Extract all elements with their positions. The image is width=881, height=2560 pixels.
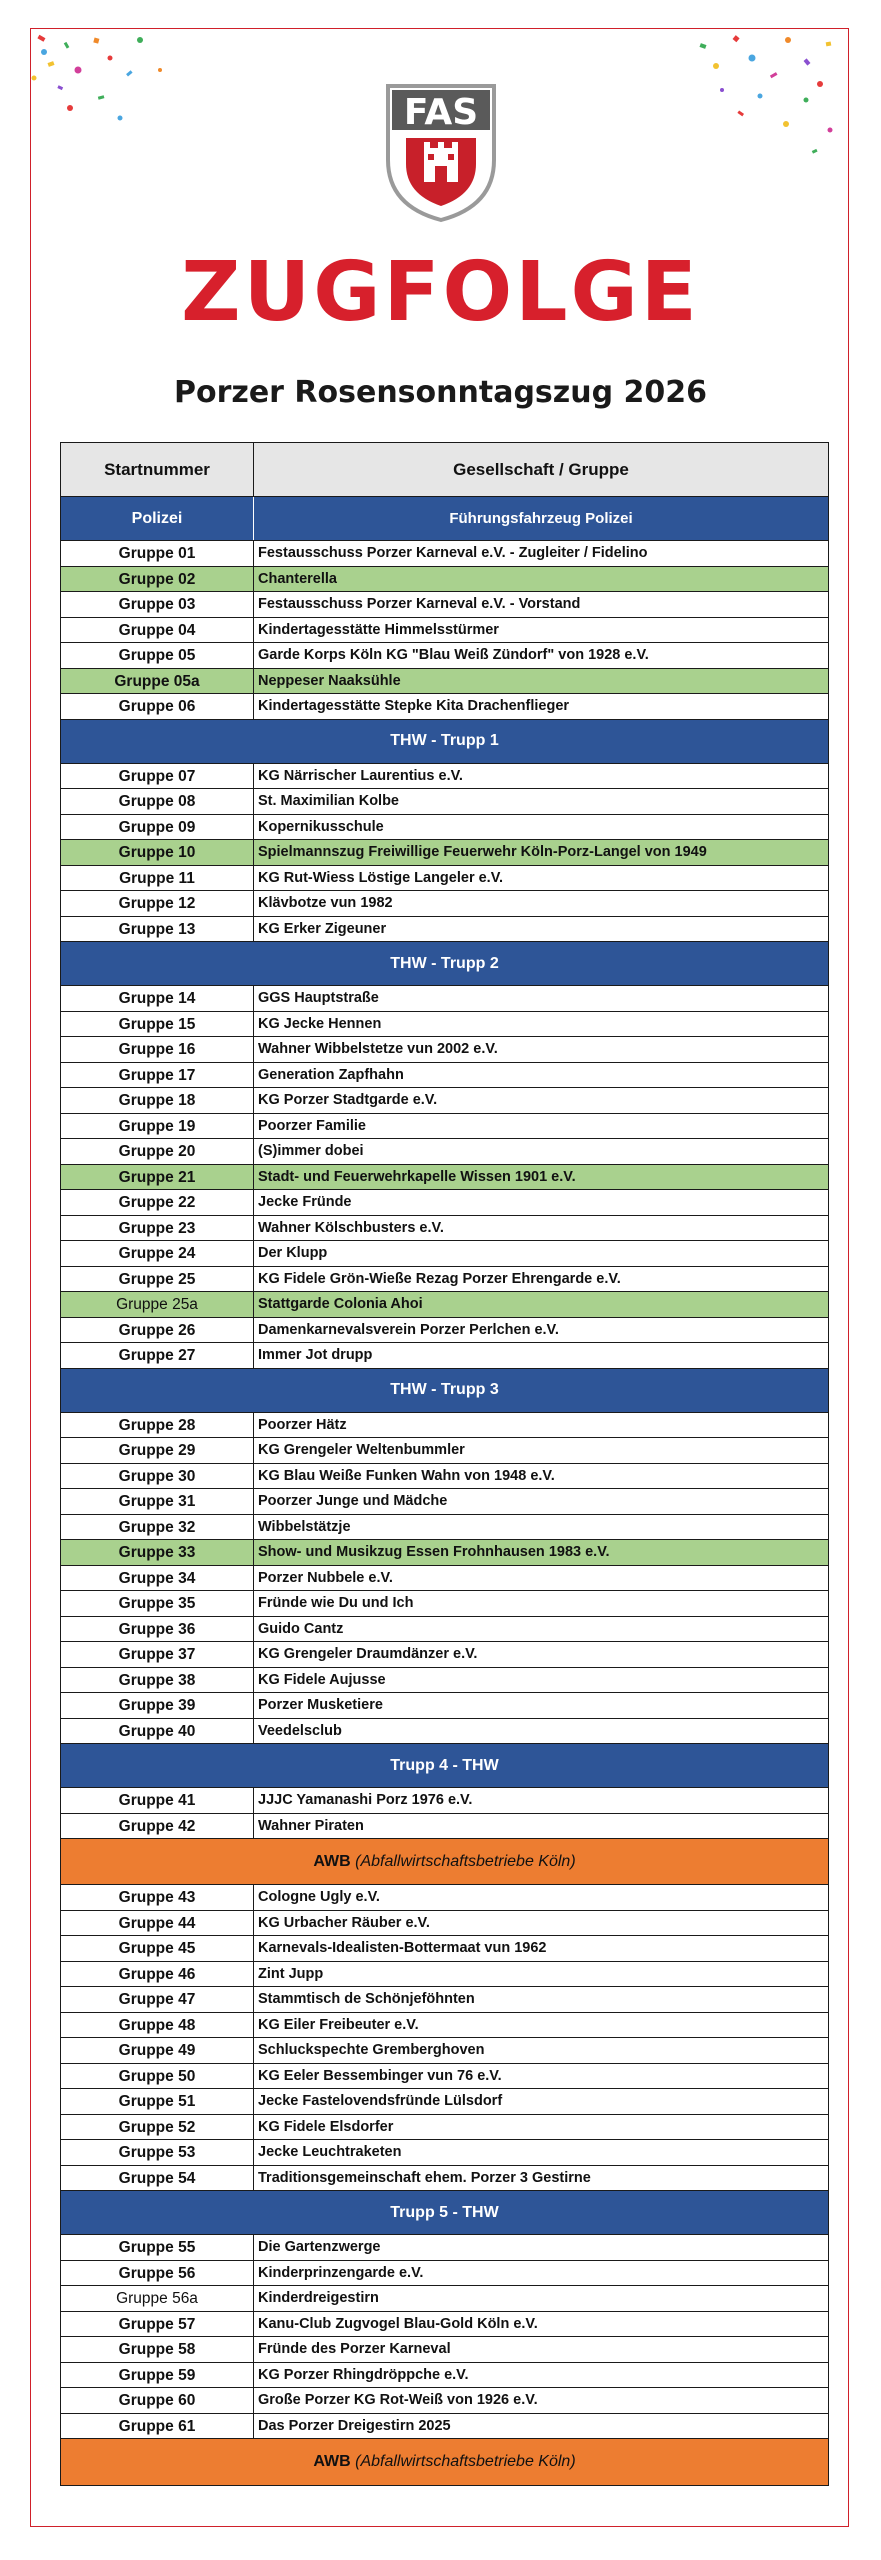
group-row: [61, 1139, 828, 1165]
group-row: [61, 1693, 828, 1719]
group-number: Gruppe 25: [61, 1267, 254, 1292]
group-row: [61, 541, 828, 567]
group-row: [61, 1114, 828, 1140]
group-row: [61, 840, 828, 866]
group-row: [61, 1318, 828, 1344]
group-name: Spielmannszug Freiwillige Feuerwehr Köln-Porz-Langel von 1949: [258, 844, 707, 860]
group-number: Gruppe 01: [61, 541, 254, 566]
group-name: GGS Hauptstraße: [258, 990, 379, 1006]
group-name: Das Porzer Dreigestirn 2025: [258, 2417, 451, 2434]
separator-label: Trupp 4 - THW: [390, 1756, 499, 1774]
header-startnummer: Startnummer: [61, 443, 254, 496]
separator-row: [61, 942, 828, 986]
group-number: Gruppe 05: [61, 643, 254, 668]
separator-row: [61, 1369, 828, 1413]
group-name: Poorzer Familie: [258, 1117, 366, 1134]
group-name: Show- und Musikzug Essen Frohnhausen 1983 e.V.: [258, 1544, 610, 1560]
group-number: Gruppe 50: [61, 2064, 254, 2089]
group-row: [61, 2166, 828, 2192]
group-row: [61, 2038, 828, 2064]
group-row: [61, 1642, 828, 1668]
separator-label: THW - Trupp 2: [390, 954, 499, 972]
group-name: Immer Jot drupp: [258, 1347, 373, 1363]
group-number: Gruppe 29: [61, 1438, 254, 1463]
separator-row: [61, 720, 828, 764]
group-name: Cologne Ugly e.V.: [258, 1889, 380, 1905]
group-row: [61, 1088, 828, 1114]
group-row: [61, 669, 828, 695]
group-name: Generation Zapfhahn: [258, 1066, 404, 1083]
group-name: KG Urbacher Räuber e.V.: [258, 1914, 430, 1931]
group-number: Gruppe 08: [61, 789, 254, 814]
group-number: Gruppe 36: [61, 1617, 254, 1642]
group-row: [61, 1911, 828, 1937]
group-name: KG Eeler Bessembinger vun 76 e.V.: [258, 2067, 502, 2084]
police-row: [61, 497, 828, 541]
group-number: Gruppe 11: [61, 866, 254, 891]
group-row: [61, 592, 828, 618]
group-name: Stadt- und Feuerwehrkapelle Wissen 1901 e.V.: [258, 1168, 576, 1185]
separator-label: THW - Trupp 3: [390, 1381, 499, 1398]
separator-label: THW - Trupp 1: [390, 732, 499, 749]
group-number: Gruppe 02: [61, 567, 254, 592]
group-number: Gruppe 24: [61, 1241, 254, 1266]
group-row: [61, 866, 828, 892]
group-number: Gruppe 34: [61, 1566, 254, 1591]
group-row: [61, 1617, 828, 1643]
group-number: Gruppe 30: [61, 1464, 254, 1489]
awb-label: [313, 2453, 575, 2471]
group-row: [61, 2064, 828, 2090]
group-row: [61, 1292, 828, 1318]
group-number: Gruppe 61: [61, 2414, 254, 2439]
group-row: [61, 643, 828, 669]
group-row: [61, 1719, 828, 1745]
group-number: Gruppe 46: [61, 1962, 254, 1987]
group-row: [61, 2363, 828, 2389]
group-number: Gruppe 12: [61, 891, 254, 916]
group-number: Gruppe 39: [61, 1693, 254, 1718]
group-name: Kinderprinzengarde e.V.: [258, 2264, 424, 2281]
group-number: Gruppe 41: [61, 1788, 254, 1813]
police-label: Polizei: [61, 497, 254, 540]
group-number: Gruppe 44: [61, 1911, 254, 1936]
group-row: [61, 2286, 828, 2312]
group-number: Gruppe 07: [61, 764, 254, 789]
table-header: [61, 443, 828, 497]
group-name: Fründe des Porzer Karneval: [258, 2341, 451, 2357]
group-name: (S)immer dobei: [258, 1143, 364, 1159]
group-name: Festausschuss Porzer Karneval e.V. - Zugleiter / Fidelino: [258, 545, 648, 561]
group-number: Gruppe 21: [61, 1165, 254, 1190]
group-row: [61, 694, 828, 720]
group-row: [61, 2089, 828, 2115]
group-row: [61, 1190, 828, 1216]
group-name: KG Grengeler Draumdänzer e.V.: [258, 1646, 478, 1662]
group-number: Gruppe 05a: [61, 669, 254, 694]
group-name: Porzer Nubbele e.V.: [258, 1569, 393, 1586]
group-row: [61, 1885, 828, 1911]
group-row: [61, 1267, 828, 1293]
group-name: Kinderdreigestirn: [258, 2290, 379, 2306]
group-name: KG Fidele Aujusse: [258, 1671, 386, 1688]
group-row: [61, 917, 828, 943]
group-name: Jecke Fründe: [258, 1194, 352, 1210]
group-number: Gruppe 32: [61, 1515, 254, 1540]
group-name: KG Eiler Freibeuter e.V.: [258, 2016, 419, 2033]
group-row: [61, 1438, 828, 1464]
group-number: Gruppe 58: [61, 2337, 254, 2362]
group-row: [61, 1591, 828, 1617]
police-vehicle: Führungsfahrzeug Polizei: [449, 510, 633, 527]
group-row: [61, 764, 828, 790]
group-number: Gruppe 15: [61, 1012, 254, 1037]
group-number: Gruppe 26: [61, 1318, 254, 1343]
group-row: [61, 1165, 828, 1191]
group-name: Poorzer Junge und Mädche: [258, 1493, 448, 1509]
group-number: Gruppe 52: [61, 2115, 254, 2140]
group-number: Gruppe 56a: [61, 2286, 254, 2311]
group-name: Karnevals-Idealisten-Bottermaat vun 1962: [258, 1940, 547, 1956]
group-row: [61, 1540, 828, 1566]
group-name: Garde Korps Köln KG "Blau Weiß Zündorf" von 1928 e.V.: [258, 647, 649, 663]
group-number: Gruppe 42: [61, 1814, 254, 1839]
group-row: [61, 1987, 828, 2013]
group-row: [61, 1464, 828, 1490]
awb-label: [313, 1853, 575, 1871]
group-number: Gruppe 23: [61, 1216, 254, 1241]
group-number: Gruppe 20: [61, 1139, 254, 1164]
group-name: KG Fidele Grön-Wieße Rezag Porzer Ehrengarde e.V.: [258, 1270, 621, 1287]
awb-full-name: (Abfallwirtschaftsbetriebe Köln): [355, 2453, 576, 2470]
group-row: [61, 618, 828, 644]
group-number: Gruppe 28: [61, 1413, 254, 1438]
group-number: Gruppe 51: [61, 2089, 254, 2114]
group-number: Gruppe 56: [61, 2261, 254, 2286]
group-name: Wahner Kölschbusters e.V.: [258, 1219, 444, 1236]
group-row: [61, 815, 828, 841]
group-name: KG Blau Weiße Funken Wahn von 1948 e.V.: [258, 1467, 555, 1484]
group-number: Gruppe 55: [61, 2235, 254, 2260]
awb-row: [61, 2439, 828, 2485]
group-number: Gruppe 31: [61, 1489, 254, 1514]
group-number: Gruppe 18: [61, 1088, 254, 1113]
group-name: Jecke Fastelovendsfründe Lülsdorf: [258, 2093, 503, 2109]
group-name: KG Närrischer Laurentius e.V.: [258, 767, 463, 784]
group-number: Gruppe 54: [61, 2166, 254, 2191]
group-name: St. Maximilian Kolbe: [258, 793, 399, 809]
group-row: [61, 1343, 828, 1369]
fas-logo: [380, 78, 502, 224]
group-row: [61, 2115, 828, 2141]
group-row: [61, 1962, 828, 1988]
group-number: Gruppe 16: [61, 1037, 254, 1062]
group-name: KG Porzer Rhingdröppche e.V.: [258, 2366, 469, 2383]
group-row: [61, 1012, 828, 1038]
group-name: Jecke Leuchtraketen: [258, 2144, 402, 2160]
group-number: Gruppe 57: [61, 2312, 254, 2337]
group-row: [61, 2140, 828, 2166]
group-row: [61, 1515, 828, 1541]
group-number: Gruppe 43: [61, 1885, 254, 1910]
group-row: [61, 2388, 828, 2414]
group-number: Gruppe 25a: [61, 1292, 254, 1317]
group-number: Gruppe 33: [61, 1540, 254, 1565]
group-row: [61, 1566, 828, 1592]
group-name: Kopernikusschule: [258, 818, 384, 835]
group-row: [61, 2261, 828, 2287]
group-name: Festausschuss Porzer Karneval e.V. - Vorstand: [258, 596, 581, 612]
group-name: Klävbotze vun 1982: [258, 895, 393, 911]
group-number: Gruppe 40: [61, 1719, 254, 1744]
group-number: Gruppe 09: [61, 815, 254, 840]
group-number: Gruppe 03: [61, 592, 254, 617]
group-number: Gruppe 60: [61, 2388, 254, 2413]
group-number: Gruppe 37: [61, 1642, 254, 1667]
group-number: Gruppe 06: [61, 694, 254, 719]
group-number: Gruppe 13: [61, 917, 254, 942]
group-row: [61, 789, 828, 815]
parade-order-table: [60, 442, 829, 2486]
group-name: Die Gartenzwerge: [258, 2239, 381, 2255]
group-row: [61, 986, 828, 1012]
group-name: Damenkarnevalsverein Porzer Perlchen e.V.: [258, 1321, 559, 1338]
group-name: Stammtisch de Schönjeföhnten: [258, 1991, 475, 2007]
group-name: KG Erker Zigeuner: [258, 920, 387, 937]
group-name: Poorzer Hätz: [258, 1416, 347, 1433]
group-number: Gruppe 27: [61, 1343, 254, 1368]
group-row: [61, 891, 828, 917]
group-name: Kindertagesstätte Stepke Kita Drachenflieger: [258, 698, 570, 714]
group-number: Gruppe 38: [61, 1668, 254, 1693]
group-row: [61, 1668, 828, 1694]
group-name: Fründe wie Du und Ich: [258, 1595, 414, 1611]
page-subtitle: Porzer Rosensonntagszug 2026: [173, 375, 708, 410]
awb-full-name: (Abfallwirtschaftsbetriebe Köln): [355, 1852, 576, 1870]
group-name: KG Porzer Stadtgarde e.V.: [258, 1092, 438, 1108]
group-name: Wahner Piraten: [258, 1817, 364, 1834]
group-name: Veedelsclub: [258, 1722, 342, 1739]
group-number: Gruppe 53: [61, 2140, 254, 2165]
group-number: Gruppe 19: [61, 1114, 254, 1139]
separator-row: [61, 2191, 828, 2235]
group-number: Gruppe 17: [61, 1063, 254, 1088]
group-name: Wahner Wibbelstetze vun 2002 e.V.: [258, 1041, 498, 1057]
group-name: KG Jecke Hennen: [258, 1015, 382, 1032]
group-row: [61, 1216, 828, 1242]
group-row: [61, 567, 828, 593]
group-number: Gruppe 45: [61, 1936, 254, 1961]
group-name: Porzer Musketiere: [258, 1697, 383, 1713]
group-name: Chanterella: [258, 570, 337, 587]
group-row: [61, 1241, 828, 1267]
group-row: [61, 2312, 828, 2338]
group-name: Der Klupp: [258, 1245, 328, 1261]
awb-row: [61, 1839, 828, 1885]
separator-row: [61, 1744, 828, 1788]
group-name: Stattgarde Colonia Ahoi: [258, 1296, 423, 1312]
group-name: Kindertagesstätte Himmelsstürmer: [258, 621, 499, 638]
header-gesellschaft: Gesellschaft / Gruppe: [453, 460, 629, 479]
group-row: [61, 1413, 828, 1439]
group-row: [61, 1489, 828, 1515]
group-name: Schluckspechte Gremberghoven: [258, 2042, 485, 2058]
group-row: [61, 2414, 828, 2440]
group-name: Wibbelstätzje: [258, 1518, 351, 1535]
group-number: Gruppe 10: [61, 840, 254, 865]
group-name: Kanu-Club Zugvogel Blau-Gold Köln e.V.: [258, 2315, 538, 2332]
group-name: KG Fidele Elsdorfer: [258, 2118, 394, 2135]
group-row: [61, 2337, 828, 2363]
group-number: Gruppe 22: [61, 1190, 254, 1215]
group-number: Gruppe 47: [61, 1987, 254, 2012]
group-row: [61, 1788, 828, 1814]
group-name: Traditionsgemeinschaft ehem. Porzer 3 Gestirne: [258, 2169, 591, 2186]
group-row: [61, 1814, 828, 1840]
separator-label: Trupp 5 - THW: [390, 2203, 499, 2221]
awb-abbr: AWB: [313, 2453, 351, 2470]
group-name: Guido Cantz: [258, 1620, 344, 1637]
group-number: Gruppe 04: [61, 618, 254, 643]
group-name: JJJC Yamanashi Porz 1976 e.V.: [258, 1792, 473, 1808]
group-name: Große Porzer KG Rot-Weiß von 1926 e.V.: [258, 2392, 538, 2408]
group-name: KG Rut-Wiess Löstige Langeler e.V.: [258, 869, 504, 886]
logo-text: FAS: [403, 92, 479, 133]
group-row: [61, 2013, 828, 2039]
group-name: Zint Jupp: [258, 1965, 324, 1982]
group-number: Gruppe 14: [61, 986, 254, 1011]
group-number: Gruppe 59: [61, 2363, 254, 2388]
group-row: [61, 1037, 828, 1063]
awb-abbr: AWB: [313, 1852, 351, 1870]
group-row: [61, 1936, 828, 1962]
page-title: ZUGFOLGE: [181, 245, 700, 340]
group-row: [61, 1063, 828, 1089]
group-name: KG Grengeler Weltenbummler: [258, 1442, 465, 1458]
group-number: Gruppe 49: [61, 2038, 254, 2063]
group-name: Neppeser Naaksühle: [258, 672, 401, 689]
group-number: Gruppe 48: [61, 2013, 254, 2038]
group-number: Gruppe 35: [61, 1591, 254, 1616]
group-row: [61, 2235, 828, 2261]
